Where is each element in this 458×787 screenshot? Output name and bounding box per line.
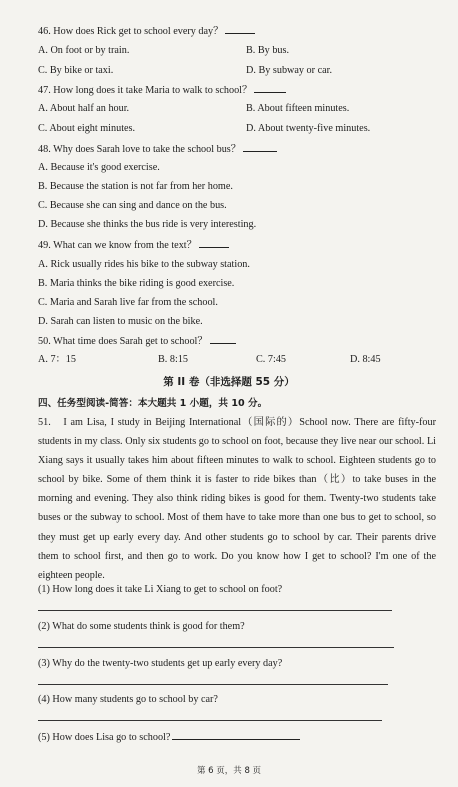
sub-question-1: (1) How long does it take Li Xiang to get to school on foot? bbox=[38, 584, 283, 595]
option-47-a[interactable]: A. About half an hour. bbox=[38, 103, 130, 114]
option-48-c[interactable]: C. Because she can sing and dance on the bus. bbox=[38, 200, 227, 211]
question-47: 47. How long does it take Maria to walk to school？ bbox=[38, 83, 286, 97]
question-50: 50. What time does Sarah get to school？ bbox=[38, 334, 236, 348]
answer-line[interactable] bbox=[38, 720, 382, 721]
option-47-b[interactable]: B. About fifteen minutes. bbox=[246, 103, 350, 114]
option-48-b[interactable]: B. Because the station is not far from her home. bbox=[38, 181, 233, 192]
option-49-d[interactable]: D. Sarah can listen to music on the bike. bbox=[38, 316, 203, 327]
question-49: 49. What can we know from the text？ bbox=[38, 238, 229, 252]
option-50-b[interactable]: B. 8:15 bbox=[158, 354, 189, 365]
answer-blank[interactable] bbox=[172, 730, 300, 740]
answer-line[interactable] bbox=[38, 647, 394, 648]
option-50-d[interactable]: D. 8:45 bbox=[350, 354, 381, 365]
question-46: 46. How does Rick get to school every day？ bbox=[38, 24, 255, 38]
option-50-a[interactable]: A. 7：15 bbox=[38, 354, 76, 365]
answer-blank[interactable] bbox=[199, 238, 229, 248]
sub-question-3: (3) Why do the twenty-two students get up early every day? bbox=[38, 658, 283, 669]
sub-question-5: (5) How does Lisa go to school? bbox=[38, 730, 300, 744]
reading-passage: 51. I am Lisa, I study in Beijing International（国际的）School now. There are fifty-four students in my class. Only six students go to school on foot, because they live near our school. Li Xiang says it usually takes him about fifteen minutes to walk to school. Eighteen students go to school by bike. Some of them think it is faster to ride bikes than（比）to take buses in the morning and evening. They also think riding bikes is good for them. Twenty-two students take buses or the subway to school. Most of them have to take more than one bus to get to school, so they must get up early every day. And other students go to school by car. Their parents drive them to school first, and then go to work. Do you know how I get to school? I'm one of the eighteen people. bbox=[38, 417, 436, 581]
page-footer: 第 6 页，共 8 页 bbox=[196, 766, 262, 776]
question-48: 48. Why does Sarah love to take the school bus？ bbox=[38, 142, 277, 156]
option-47-d[interactable]: D. About twenty-five minutes. bbox=[246, 123, 371, 134]
option-48-d[interactable]: D. Because she thinks the bus ride is very interesting. bbox=[38, 219, 257, 230]
option-49-a[interactable]: A. Rick usually rides his bike to the subway station. bbox=[38, 259, 250, 270]
sub-question-2: (2) What do some students think is good for them? bbox=[38, 621, 245, 632]
section-title: 第 II 卷（非选择题 55 分） bbox=[163, 376, 295, 388]
option-46-c[interactable]: C. By bike or taxi. bbox=[38, 65, 114, 76]
option-49-c[interactable]: C. Maria and Sarah live far from the school. bbox=[38, 297, 218, 308]
answer-line[interactable] bbox=[38, 610, 392, 611]
option-50-c[interactable]: C. 7:45 bbox=[256, 354, 287, 365]
option-46-d[interactable]: D. By subway or car. bbox=[246, 65, 333, 76]
option-46-a[interactable]: A. On foot or by train. bbox=[38, 45, 130, 56]
option-46-b[interactable]: B. By bus. bbox=[246, 45, 290, 56]
answer-blank[interactable] bbox=[254, 83, 286, 93]
option-49-b[interactable]: B. Maria thinks the bike riding is good exercise. bbox=[38, 278, 235, 289]
option-48-a[interactable]: A. Because it's good exercise. bbox=[38, 162, 160, 173]
answer-blank[interactable] bbox=[210, 334, 236, 344]
part-heading: 四、任务型阅读-简答：本大题共 1 小题，共 10 分。 bbox=[38, 398, 268, 409]
answer-blank[interactable] bbox=[225, 24, 255, 34]
sub-question-4: (4) How many students go to school by car? bbox=[38, 694, 218, 705]
option-47-c[interactable]: C. About eight minutes. bbox=[38, 123, 136, 134]
answer-line[interactable] bbox=[38, 684, 388, 685]
answer-blank[interactable] bbox=[243, 142, 277, 152]
